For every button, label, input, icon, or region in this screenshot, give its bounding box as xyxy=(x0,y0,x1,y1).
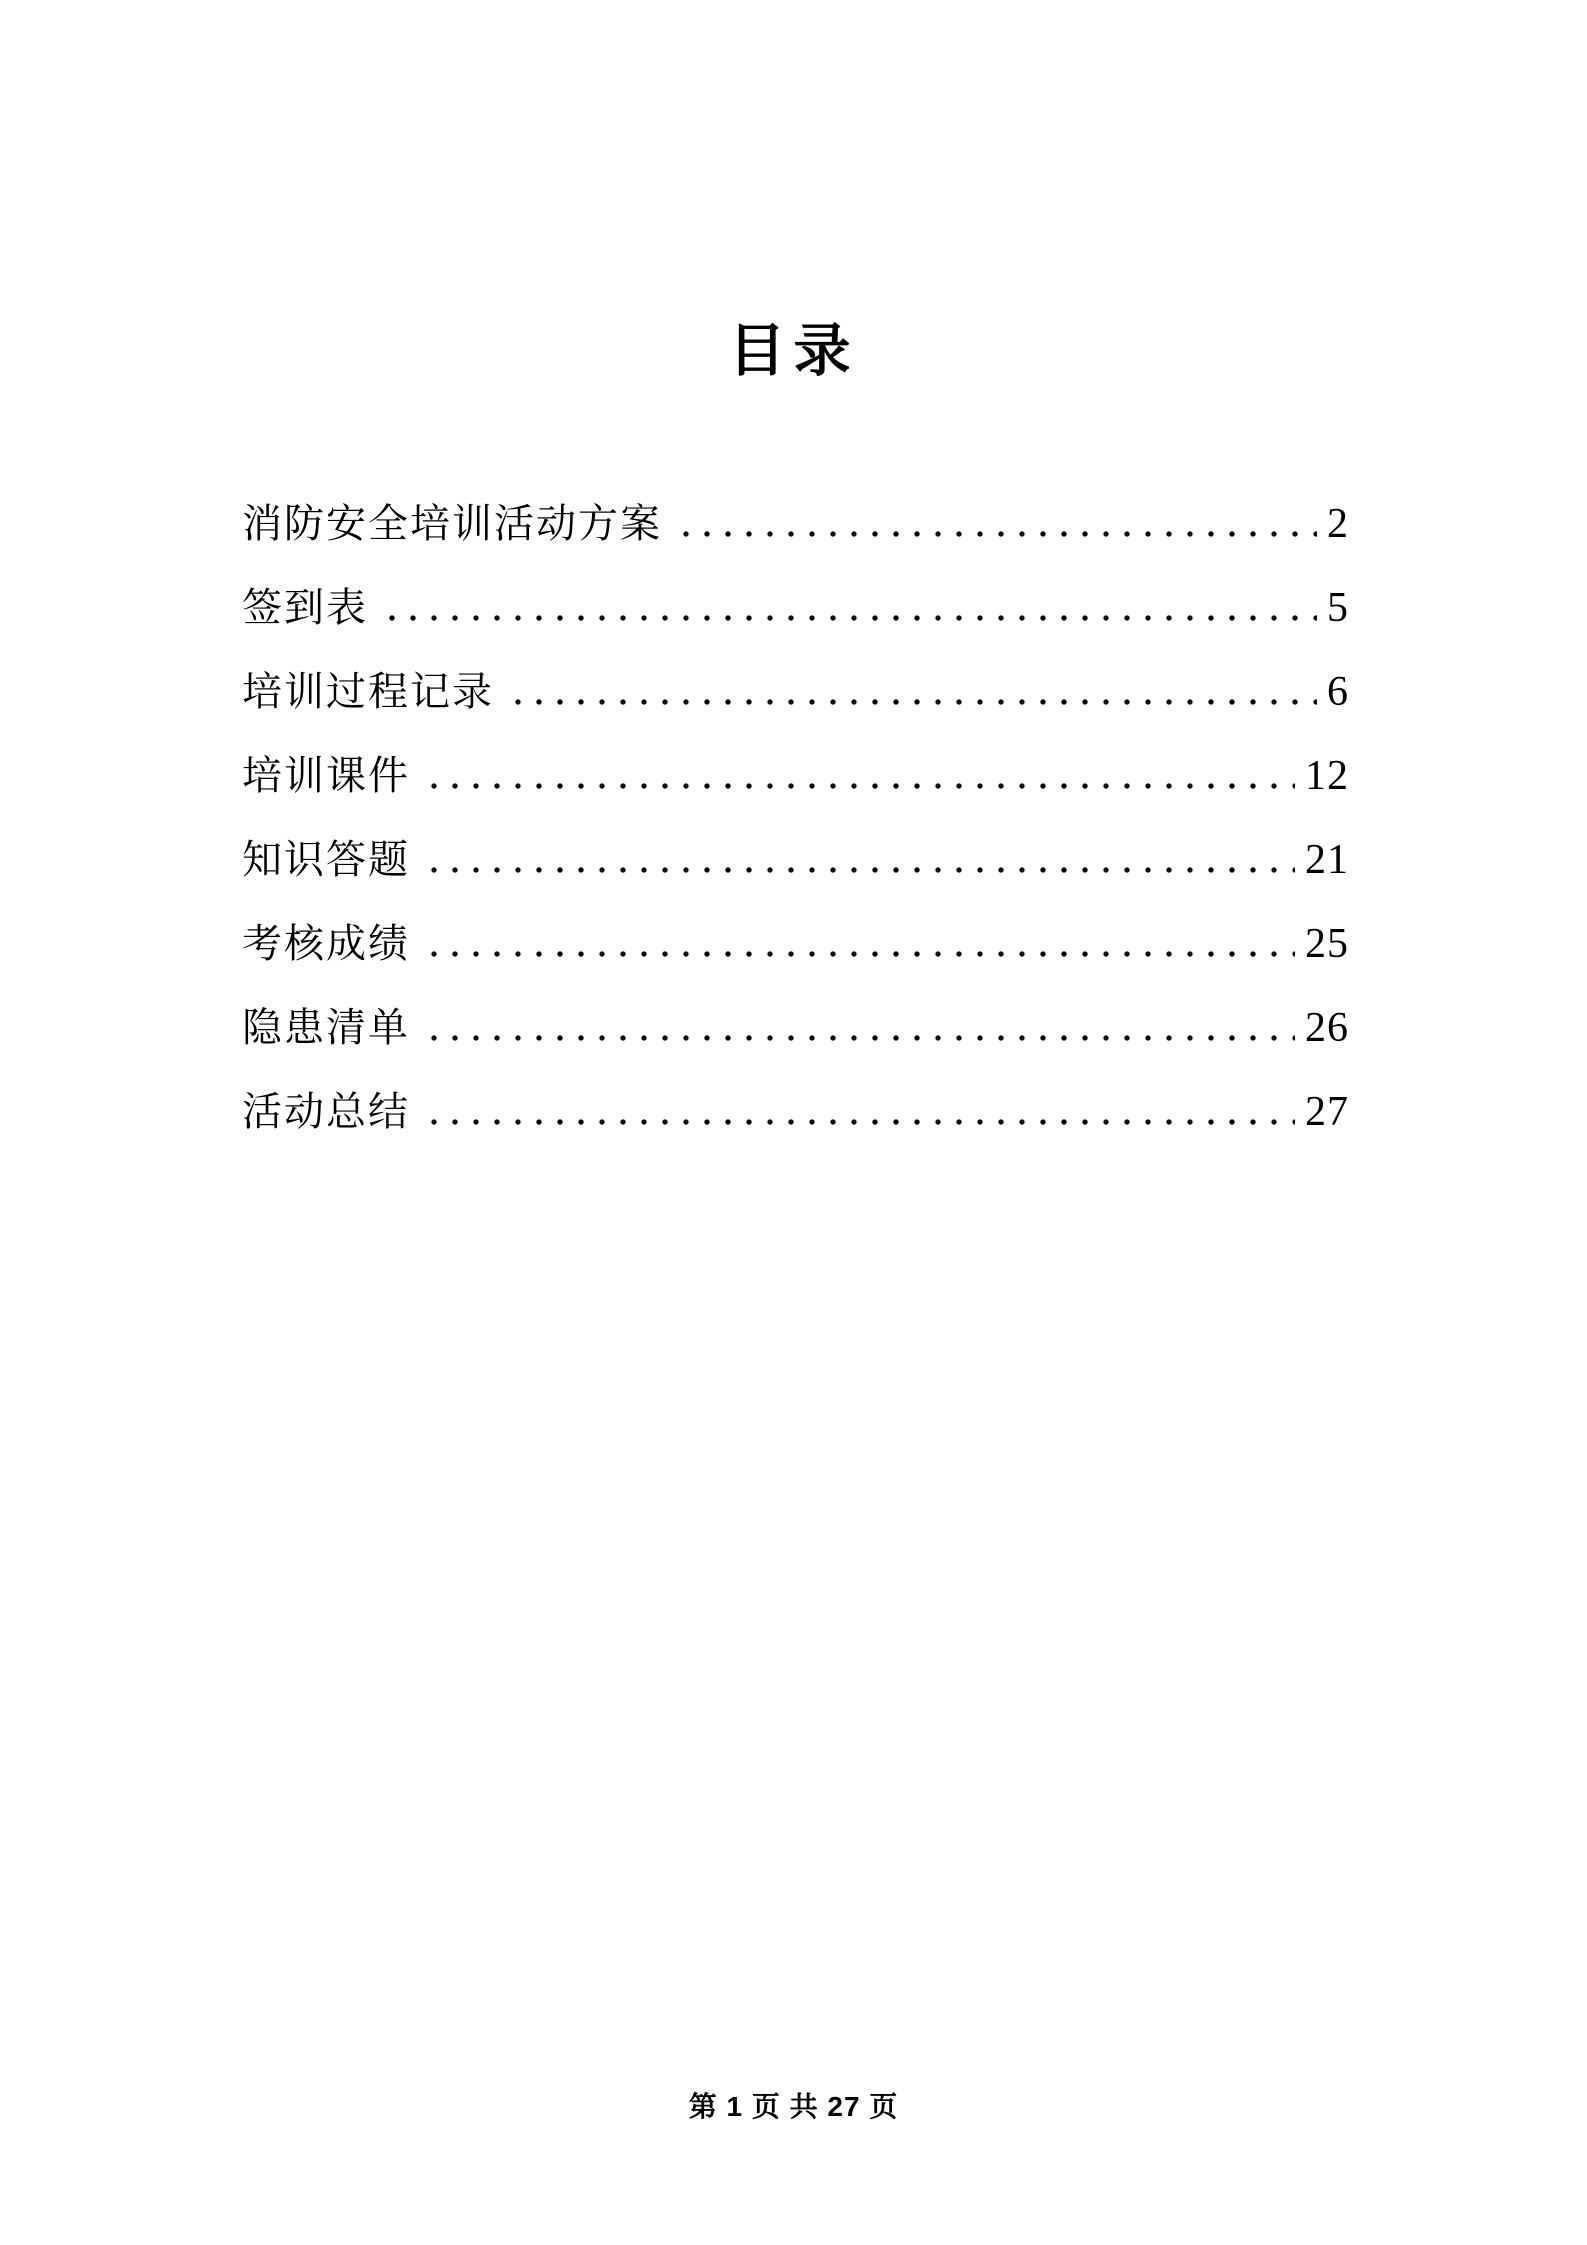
toc-entry-page: 26 xyxy=(1305,1005,1349,1051)
toc-entry[interactable] xyxy=(242,923,1349,965)
toc-entry-label: 消防安全培训活动方案 xyxy=(242,501,662,546)
toc-entry-page: 5 xyxy=(1327,585,1349,631)
toc-entry-page: 21 xyxy=(1305,837,1349,883)
dot-leader xyxy=(424,1116,1295,1128)
toc-entry-page: 12 xyxy=(1305,753,1349,799)
page-title: 目录 xyxy=(728,319,859,384)
toc-entry[interactable] xyxy=(242,587,1349,629)
dot-leader xyxy=(424,864,1295,876)
toc-entry-label: 活动总结 xyxy=(242,1089,410,1134)
toc-entry-label: 签到表 xyxy=(242,585,368,630)
toc-entry[interactable] xyxy=(242,755,1349,797)
table-of-contents xyxy=(242,503,1349,1175)
dot-leader xyxy=(424,948,1295,960)
dot-leader xyxy=(424,1032,1295,1044)
toc-entry-page: 6 xyxy=(1327,669,1349,715)
toc-entry[interactable] xyxy=(242,839,1349,881)
toc-entry-label: 知识答题 xyxy=(242,837,410,882)
toc-entry[interactable] xyxy=(242,1007,1349,1049)
toc-entry[interactable] xyxy=(242,671,1349,713)
dot-leader xyxy=(676,528,1317,540)
toc-entry-page: 25 xyxy=(1305,921,1349,967)
page-number-text: 第 1 页 共 27 页 xyxy=(688,2091,899,2122)
toc-entry-label: 考核成绩 xyxy=(242,921,410,966)
toc-entry-page: 27 xyxy=(1305,1089,1349,1135)
toc-entry-page: 2 xyxy=(1327,501,1349,547)
toc-entry-label: 隐患清单 xyxy=(242,1005,410,1050)
toc-entry[interactable] xyxy=(242,1091,1349,1133)
toc-entry[interactable] xyxy=(242,503,1349,545)
dot-leader xyxy=(508,696,1317,708)
toc-entry-label: 培训过程记录 xyxy=(242,669,494,714)
toc-entry-label: 培训课件 xyxy=(242,753,410,798)
dot-leader xyxy=(424,780,1295,792)
dot-leader xyxy=(382,612,1317,624)
page-footer xyxy=(0,2092,1587,2123)
